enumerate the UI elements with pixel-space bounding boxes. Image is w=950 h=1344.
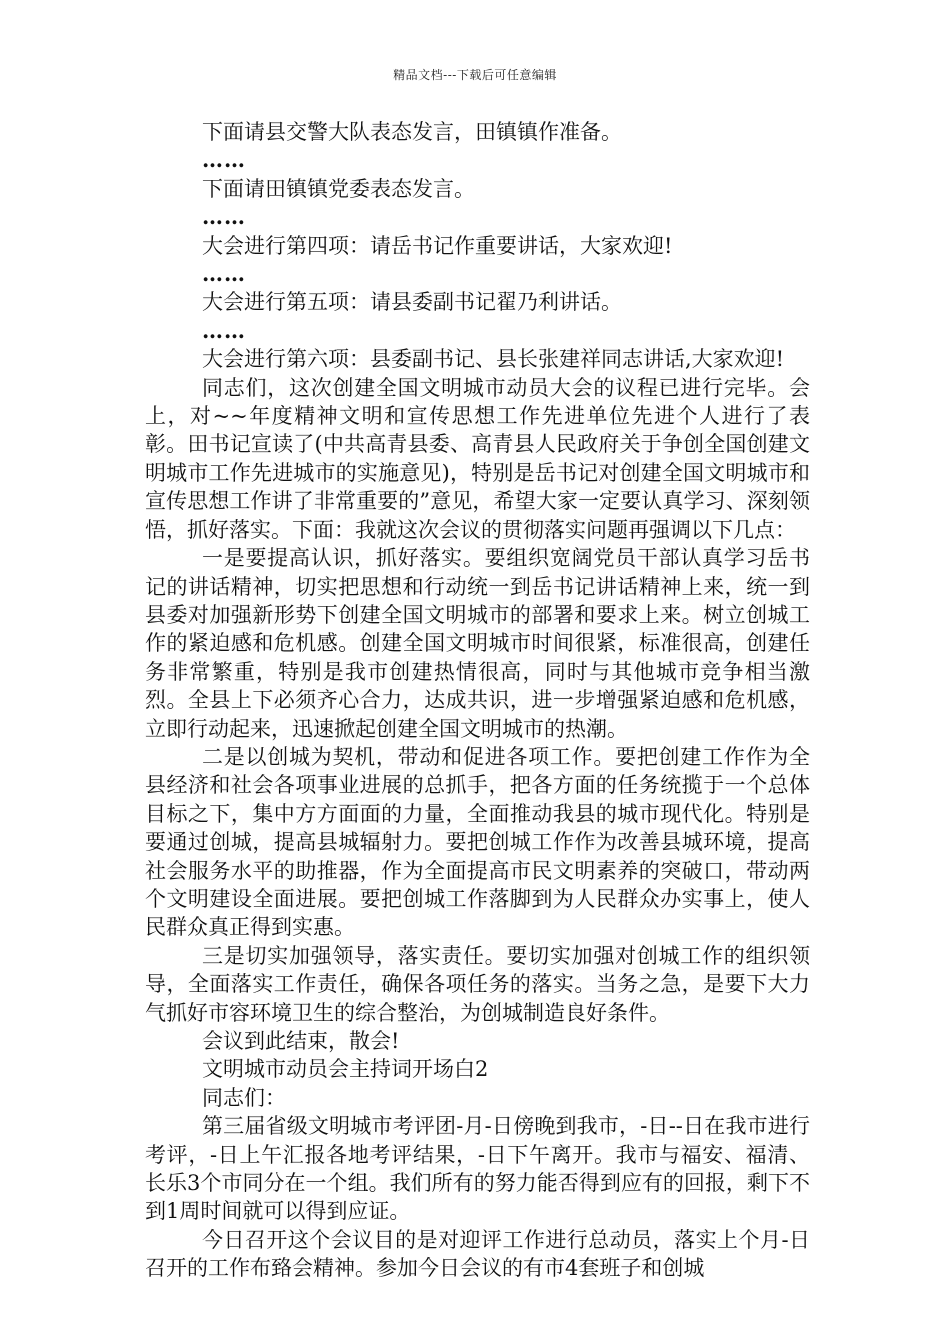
section-title: 文明城市动员会主持词开场白2 — [202, 1057, 489, 1082]
paragraph: 同志们，这次创建全国文明城市动员大会的议程已进行完毕。会上，对~~年度精神文明和宣传思想工作先进单位先进个人进行了表彰。田书记宣读了(中共高青县委、高青县人民政府关于争创全国创建文明城市工作先进城市的实施意见)，特别是岳书记对创建全国文明城市和宣传思想工作讲了非常重要的”意见，希望大家一定要认真学习、深刻领悟，抓好落实。下面：我就这次会议的贯彻落实问题再强调以下几点： — [145, 375, 810, 542]
paragraph: 大会进行第五项：请县委副书记翟乃利讲话。 — [202, 290, 622, 315]
paragraph: 下面请县交警大队表态发言，田镇镇作准备。 — [202, 120, 622, 144]
ellipsis-separator: …… — [202, 317, 246, 343]
paragraph: 一是要提高认识，抓好落实。要组织宽阔党员干部认真学习岳书记的讲话精神，切实把思想和行动统一到岳书记讲话精神上来，统一到县委对加强新形势下创建全国文明城市的部署和要求上来。树立创城工作的紧迫感和危机感。创建全国文明城市时间很紧，标准很高，创建任务非常繁重，特别是我市创建热情很高，同时与其他城市竞争相当激烈。全县上下必须齐心合力，达成共识，进一步增强紧迫感和危机感，立即行动起来，迅速掀起创建全国文明城市的热潮。 — [145, 546, 810, 741]
paragraph: 大会进行第六项：县委副书记、县长张建祥同志讲话,大家欢迎! — [202, 347, 785, 372]
paragraph: 大会进行第四项：请岳书记作重要讲话，大家欢迎! — [202, 233, 673, 258]
paragraph: 三是切实加强领导，落实责任。要切实加强对创城工作的组织领导，全面落实工作责任，确保各项任务的落实。当务之急，是要下大力气抓好市容环境卫生的综合整治，为创城制造良好条件。 — [145, 943, 810, 1025]
paragraph: 下面请田镇镇党委表态发言。 — [202, 176, 475, 201]
paragraph: 第三届省级文明城市考评团-月-日傍晚到我市，-日--日在我市进行考评，-日上午汇报各地考评结果，-日下午离开。我市与福安、福清、长乐3个市同分在一个组。我们所有的努力能否得到应有的回报，剩下不到1周时间就可以得到应证。 — [145, 1114, 810, 1224]
ellipsis-separator: …… — [202, 261, 246, 287]
paragraph: 二是以创城为契机，带动和促进各项工作。要把创建工作作为全县经济和社会各项事业进展的总抓手，把各方面的任务统揽于一个总体目标之下，集中方方面面的力量，全面推动我县的城市现代化。特别是要通过创城，提高县城辐射力。要把创城工作作为改善县城环境，提高社会服务水平的助推器，作为全面提高市民文明素养的突破口，带动两个文明建设全面进展。要把创城工作落脚到为人民群众办实事上，使人民群众真正得到实惠。 — [145, 744, 810, 940]
page-header: 精品文档---下载后可任意编辑 — [393, 68, 557, 82]
salutation: 同志们： — [202, 1085, 286, 1110]
paragraph: 会议到此结束，散会! — [202, 1029, 400, 1053]
ellipsis-separator: …… — [202, 204, 246, 230]
ellipsis-separator: …… — [202, 147, 246, 173]
document-body — [145, 118, 810, 1283]
paragraph: 今日召开这个会议目的是对迎评工作进行总动员，落实上个月-日召开的工作布臵会精神。参加今日会议的有市4套班子和创城 — [145, 1227, 810, 1281]
